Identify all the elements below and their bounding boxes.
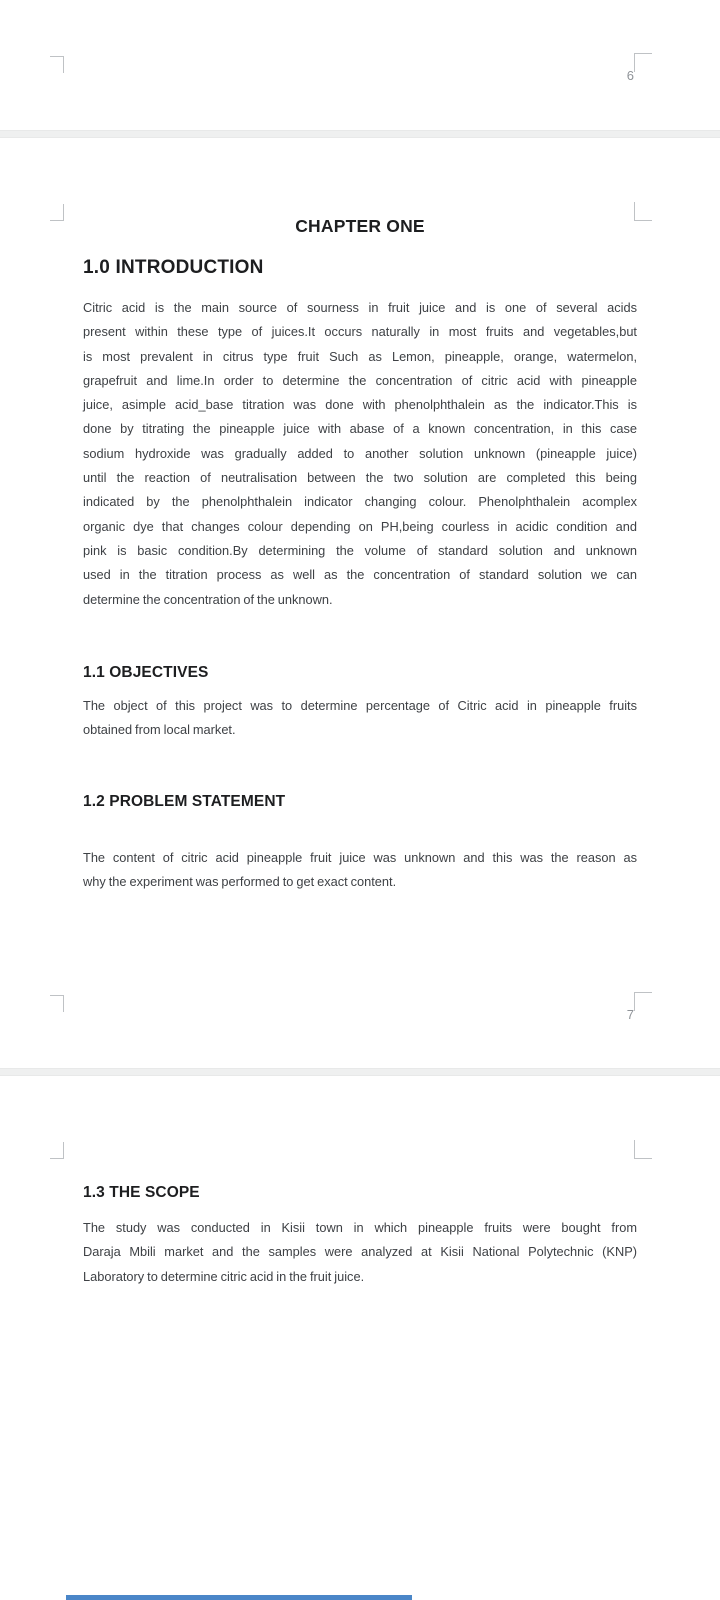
page-number: 6 — [626, 68, 634, 83]
text-line: obtained from local market. — [83, 722, 236, 738]
crop-mark-footer-left-icon — [50, 995, 64, 1012]
page-separator — [0, 1068, 720, 1076]
section-heading-scope: 1.3 THE SCOPE — [83, 1184, 200, 1201]
paragraph-objectives — [83, 694, 637, 743]
text-line: organic dye that changes colour depending on PH,being courless in acidic condition and — [83, 518, 637, 534]
page-separator — [0, 130, 720, 138]
crop-mark-header-left-icon — [50, 1142, 64, 1159]
text-line: indicated by the phenolphthalein indicator changing colour. Phenolphthalein acomplex — [83, 494, 637, 510]
crop-mark-footer-right-icon — [634, 992, 652, 1011]
chapter-heading: CHAPTER ONE — [295, 216, 425, 236]
text-line: pink is basic condition.By determining the volume of standard solution and unknown — [83, 542, 637, 558]
partial-element-edge — [66, 1595, 412, 1600]
section-heading-objectives: 1.1 OBJECTIVES — [83, 664, 209, 681]
text-line: grapefruit and lime.In order to determine the concentration of citric acid with pineapple — [83, 372, 637, 388]
paragraph-scope — [83, 1216, 637, 1289]
text-line: used in the titration process as well as the concentration of standard solution we can — [83, 567, 637, 583]
page-6-region[interactable] — [0, 0, 720, 130]
text-line: The study was conducted in Kisii town in which pineapple fruits were bought from — [83, 1220, 637, 1235]
crop-mark-footer-left-icon — [50, 56, 64, 73]
text-line: present within these type of juices.It occurs naturally in most fruits and vegetables,but — [83, 324, 637, 340]
paragraph-introduction — [83, 296, 637, 612]
crop-mark-header-right-icon — [634, 1140, 652, 1159]
text-line: sodium hydroxide was gradually added to another solution unknown (pineapple juice) — [83, 445, 637, 461]
crop-mark-header-left-icon — [50, 204, 64, 221]
page-8-region[interactable] — [0, 1076, 720, 1600]
crop-mark-footer-right-icon — [634, 53, 652, 72]
text-line: juice, asimple acid_base titration was done with phenolphthalein as the indicator.This is — [83, 397, 637, 413]
text-line: Laboratory to determine citric acid in the fruit juice. — [83, 1268, 365, 1284]
text-line: The object of this project was to determine percentage of Citric acid in pineapple fruits — [83, 698, 637, 713]
text-line: determine the concentration of the unknown. — [83, 591, 333, 607]
text-line: Daraja Mbili market and the samples were analyzed at Kisii National Polytechnic (KNP) — [83, 1244, 637, 1260]
text-line: Citric acid is the main source of sourness in fruit juice and is one of several acids — [83, 300, 637, 315]
text-line: is most prevalent in citrus type fruit Such as Lemon, pineapple, orange, watermelon, — [83, 348, 637, 364]
text-line: done by titrating the pineapple juice with abase of a known concentration, in this case — [83, 421, 637, 437]
text-line: why the experiment was performed to get exact content. — [83, 874, 397, 890]
section-heading-problem-statement: 1.2 PROBLEM STATEMENT — [83, 793, 286, 810]
paragraph-problem-statement — [83, 846, 637, 895]
text-line: until the reaction of neutralisation between the two solution are completed this being — [83, 470, 637, 486]
text-line: The content of citric acid pineapple fruit juice was unknown and this was the reason as — [83, 850, 637, 865]
page-number: 7 — [626, 1007, 634, 1022]
section-heading-introduction: 1.0 INTRODUCTION — [83, 257, 264, 278]
